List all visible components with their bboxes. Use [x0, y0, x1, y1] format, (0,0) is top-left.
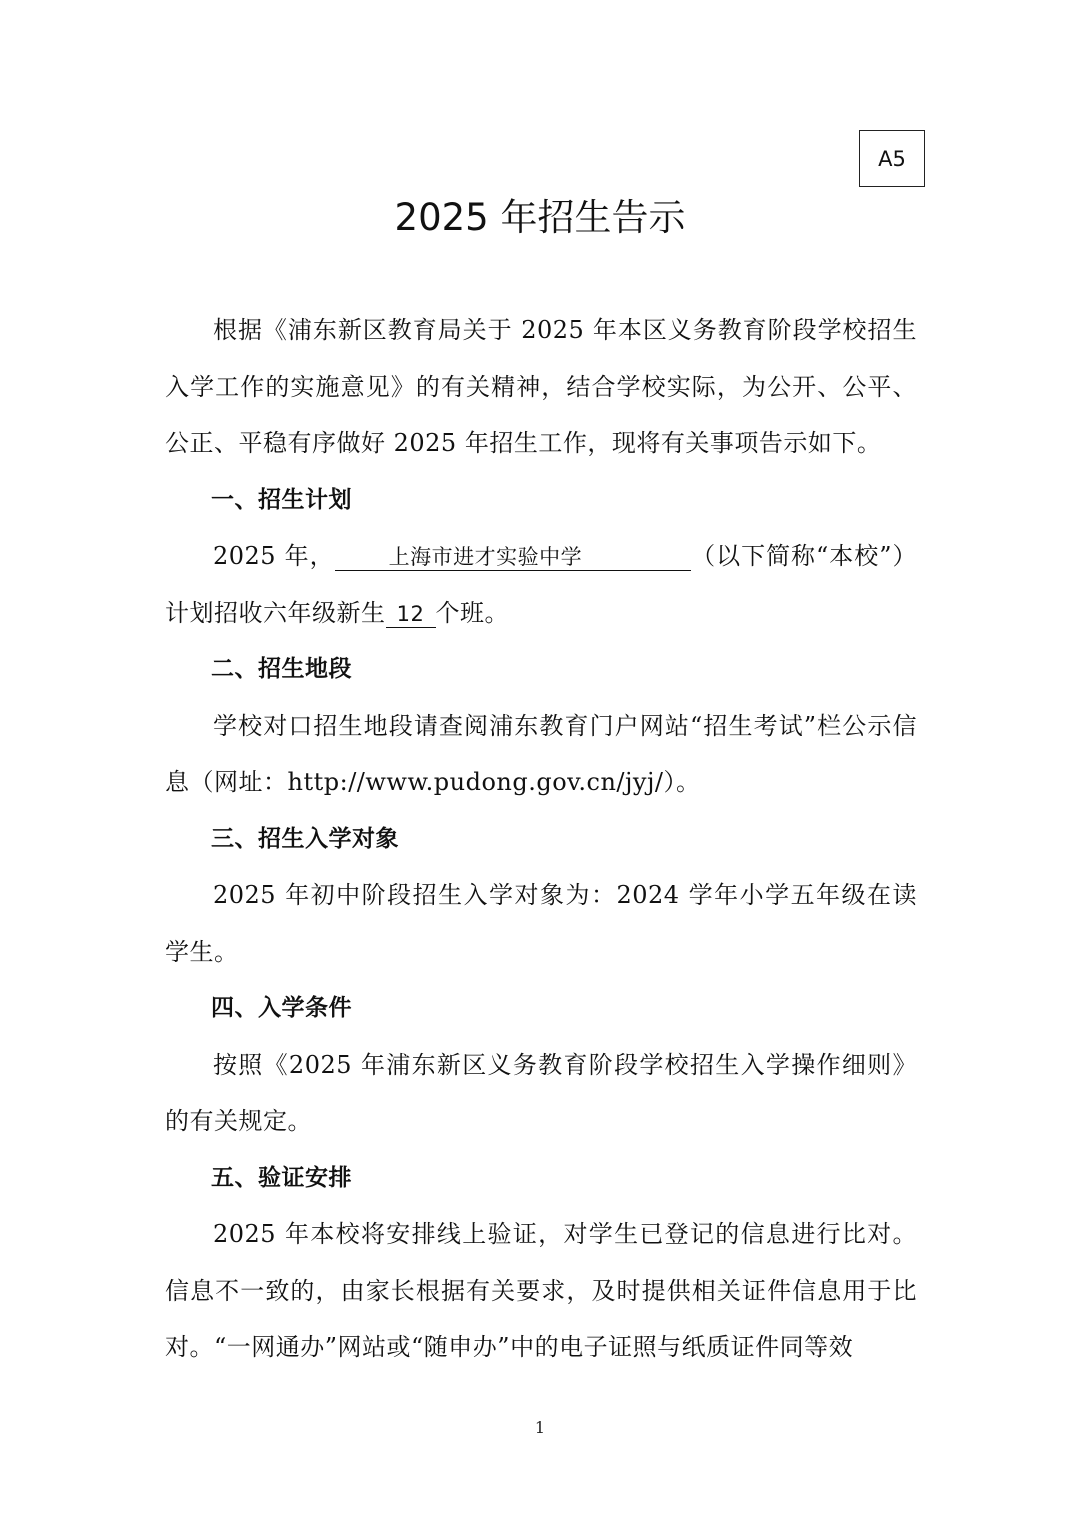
plan-paragraph [165, 528, 917, 641]
section-heading-verification: 五、验证安排 [211, 1164, 352, 1191]
intro-paragraph: 根据《浦东新区教育局关于 2025 年本区义务教育阶段学校招生入学工作的实施意见》的有关精神，结合学校实际，为公开、公平、公正、平稳有序做好 2025 年招生工作，现将有关事项告示如下。 [165, 316, 917, 457]
district-paragraph: 学校对口招生地段请查阅浦东教育门户网站“招生考试”栏公示信息（网址：http://www.pudong.gov.cn/jyj/）。 [165, 711, 917, 796]
conditions-paragraph: 按照《2025 年浦东新区义务教育阶段学校招生入学操作细则》的有关规定。 [165, 1050, 917, 1135]
document-body [165, 302, 917, 1376]
section-heading-plan: 一、招生计划 [211, 486, 352, 513]
document-code: A5 [878, 146, 906, 171]
verification-paragraph: 2025 年本校将安排线上验证，对学生已登记的信息进行比对。信息不一致的，由家长根据有关要求，及时提供相关证件信息用于比对。“一网通办”网站或“随申办”中的电子证照与纸质证件同等效 [165, 1220, 917, 1361]
school-suffix: （以下简称“本校”） [690, 542, 917, 570]
section-heading-target: 三、招生入学对象 [211, 825, 399, 852]
section-heading-district: 二、招生地段 [211, 656, 352, 682]
page-number: 1 [534, 1418, 546, 1437]
school-name-field: 上海市进才实验中学 [335, 544, 691, 571]
class-count-field: 12 [386, 601, 436, 628]
plan-prefix: 计划招收六年级新生 [165, 598, 386, 627]
plan-suffix: 个班。 [435, 598, 509, 627]
page-title: 2025 年招生告示 [394, 196, 686, 239]
document-code-box [859, 130, 925, 187]
year-prefix: 2025 年， [213, 542, 335, 570]
target-paragraph: 2025 年初中阶段招生入学对象为：2024 学年小学五年级在读学生。 [165, 881, 917, 966]
section-heading-conditions: 四、入学条件 [211, 995, 352, 1021]
